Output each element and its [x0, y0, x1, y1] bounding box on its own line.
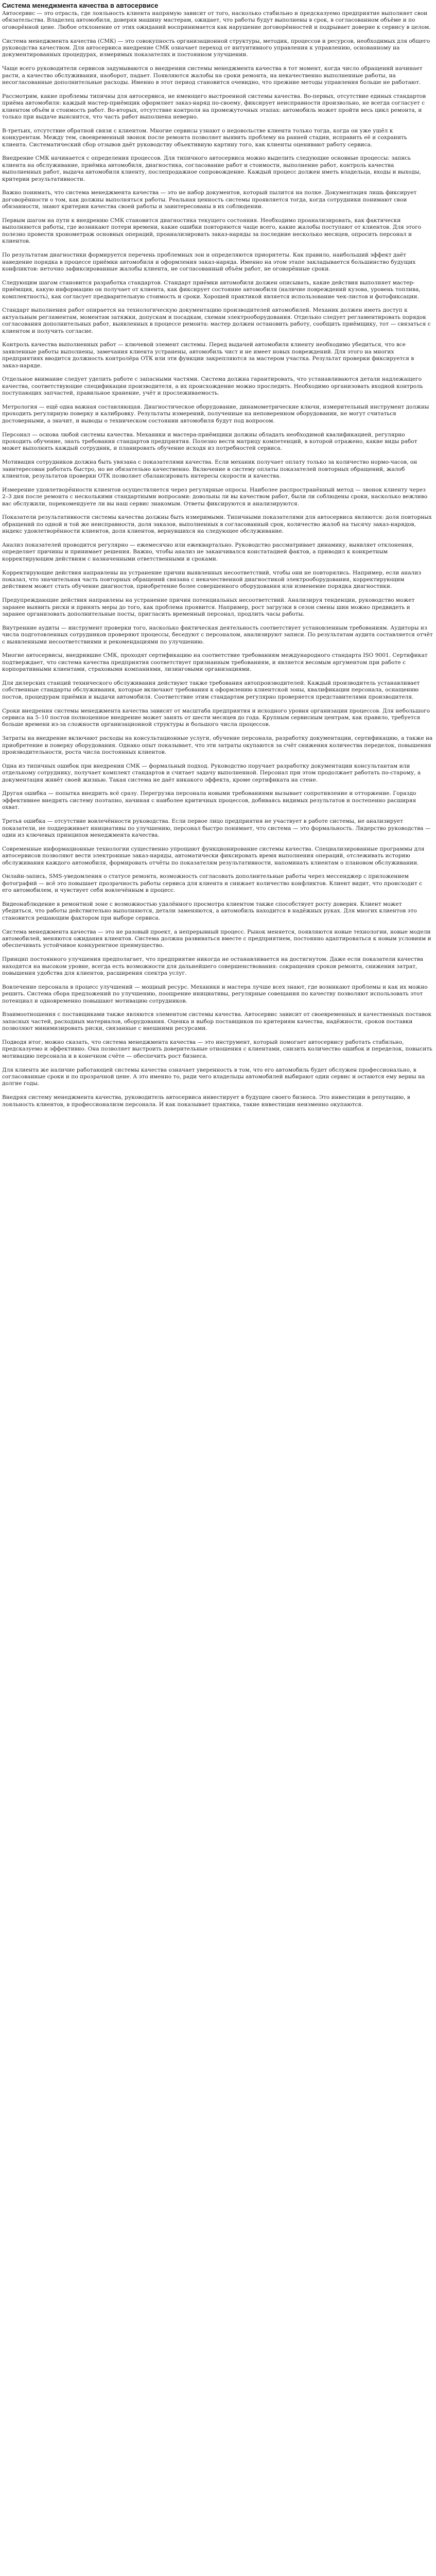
article-paragraph: Другая ошибка — попытка внедрить всё сразу. Перегрузка персонала новыми требованиями вызывает сопротивление и отторжение. Гораздо эффективнее внедрять систему поэтапно, начиная с наиболее критичных процессов, добиваясь видимых результатов и постепенно расширяя охват. [2, 790, 416, 811]
article-paragraph: Внедрение СМК начинается с определения процессов. Для типичного автосервиса можно выделить следующие основные процессы: запись клиента на обслуживание, приёмка автомобиля, диагностика, согласование работ и стоимости, выполнение работ, контроль качества выполненных работ, выдача автомобиля клиенту, послепродажное сопровождение. Каждый процесс должен иметь владельца, входы и выходы, критерии результативности. [2, 155, 421, 182]
article-paragraph: Важно понимать, что система менеджмента качества — это не набор документов, который пылится на полке. Документация лишь фиксирует договорённости о том, как должны выполняться работы. Реальная ценность системы проявляется тогда, когда сотрудники понимают свои обязанности, знают критерии качества своей работы и заинтересованы в их соблюдении. [2, 190, 417, 210]
article-paragraph: Следующим шагом становится разработка стандартов. Стандарт приёмки автомобиля должен описывать, какие действия выполняет мастер-приёмщик, какую информацию он получает от клиента, как фиксирует состояние автомобиля (наличие повреждений кузова, уровень топлива, комплектность), как согласует предварительную стоимость и сроки. Хорошей практикой является использование чек-листов и фотофиксации. [2, 279, 421, 300]
article-paragraph: Стандарт выполнения работ опирается на технологическую документацию производителей автомобилей. Механик должен иметь доступ к актуальным регламентам, моментам затяжки, допускам и посадкам, схемам электрооборудования. Отдельно следует регламентировать порядок согласования дополнительных работ, выявленных в процессе ремонта: мастер должен остановить работу, сообщить приёмщику, тот — связаться с клиентом и получить согласие. [2, 307, 431, 334]
article-paragraph: Для клиента же наличие работающей системы качества означает уверенность в том, что его автомобиль будет обслужен профессионально, в согласованные сроки и по прозрачной цене. А это именно то, ради чего владельцы автомобилей выбирают один сервис и остаются ему верны на долгие годы. [2, 1066, 425, 1087]
article-paragraph: Вовлечение персонала в процесс улучшений — мощный ресурс. Механики и мастера лучше всех знают, где возникают проблемы и как их можно решить. Система сбора предложений по улучшению, поощрение инициативы, регулярные совещания по качеству позволяют использовать этот потенциал и одновременно повышают мотивацию сотрудников. [2, 984, 428, 1004]
article-paragraph: Взаимоотношения с поставщиками также являются элементом системы качества. Автосервис зависит от своевременных и качественных поставок запасных частей, расходных материалов, оборудования. Оценка и выбор поставщиков по критериям качества, надёжности, сроков поставки позволяют минимизировать риски, связанные с внешними ресурсами. [2, 1011, 432, 1032]
article-paragraph: Третья ошибка — отсутствие вовлечённости руководства. Если первое лицо предприятия не участвует в работе системы, не анализирует показатели, не поддерживает инициативы по улучшению, персонал быстро понимает, что система — это формальность. Лидерство руководства — один из ключевых принципов менеджмента качества. [2, 818, 431, 838]
article-paragraph: Подводя итог, можно сказать, что система менеджмента качества — это инструмент, который помогает автосервису работать стабильно, предсказуемо и эффективно. Она позволяет выстроить доверительные отношения с клиентами, снизить количество ошибок и переделок, повысить мотивацию персонала и в конечном счёте — обеспечить рост бизнеса. [2, 1039, 432, 1059]
article-paragraph: Измерение удовлетворённости клиентов осуществляется через регулярные опросы. Наиболее распространённый метод — звонок клиенту через 2–3 дня после ремонта с несколькими стандартными вопросами: довольны ли вы качеством работ, были ли соблюдены сроки, насколько вежливо вас обслужили, порекомендуете ли вы наш сервис знакомым. Ответы фиксируются и анализируются. [2, 486, 428, 507]
article-paragraph: Принцип постоянного улучшения предполагает, что предприятие никогда не останавливается на достигнутом. Даже если показатели качества находятся на высоком уровне, всегда есть возможности для дальнейшего совершенствования: сокращения сроков ремонта, снижения затрат, повышения удобства для клиентов, расширения спектра услуг. [2, 956, 424, 976]
article-paragraph: Система менеджмента качества (СМК) — это совокупность организационной структуры, методик, процессов и ресурсов, необходимых для общего руководства качеством. Для автосервиса внедрение СМК означает переход от интуитивного управления к управлению, основанному на документированных процедурах, измеримых показателях и постоянном улучшении. [2, 38, 430, 58]
article-paragraph: В-третьих, отсутствие обратной связи с клиентом. Многие сервисы узнают о недовольстве клиента только тогда, когда он уже ушёл к конкурентам. Между тем, своевременный звонок после ремонта позволяет выявить проблему на ранней стадии, исправить её и сохранить клиента. Систематический сбор отзывов даёт руководству объективную картину того, как клиенты оценивают работу сервиса. [2, 127, 407, 148]
article-paragraph: Отдельное внимание следует уделить работе с запасными частями. Система должна гарантировать, что устанавливаются детали надлежащего качества, соответствующие спецификации производителя, а их происхождение можно проследить. Необходимо организовать входной контроль поступающих запчастей, правильное хранение, учёт и прослеживаемость. [2, 376, 423, 397]
article-paragraph: Современные информационные технологии существенно упрощают функционирование системы качества. Специализированные программы для автосервисов позволяют вести электронные заказ-наряды, автоматически фиксировать время выполнения операций, отслеживать историю обслуживания каждого автомобиля, формировать отчёты по показателям результативности, напоминать клиентам о плановом обслуживании. [2, 845, 425, 866]
article-paragraph: Анализ показателей проводится регулярно — ежемесячно или ежеквартально. Руководство рассматривает динамику, выявляет отклонения, определяет причины и принимает решения. Важно, чтобы анализ не заканчивался констатацией фактов, а приводил к конкретным корректирующим действиям с назначенными ответственными и сроками. [2, 542, 414, 562]
article-paragraph: Одна из типичных ошибок при внедрении СМК — формальный подход. Руководство поручает разработку документации консультантам или отдельному сотруднику, получает комплект стандартов и считает задачу выполненной. Персонал при этом продолжает работать по-старому, а документация живёт своей жизнью. Такая система не даёт никакого эффекта, кроме сертификата на стене. [2, 762, 421, 783]
article-paragraph: Метрология — ещё одна важная составляющая. Диагностическое оборудование, динамометрические ключи, измерительный инструмент должны проходить регулярную поверку и калибровку. Результаты измерений, полученные на неповеренном оборудовании, не могут считаться достоверными, а значит, и выводы о техническом состоянии автомобиля будут под вопросом. [2, 403, 429, 424]
article-paragraph: Первым шагом на пути к внедрению СМК становится диагностика текущего состояния. Необходимо проанализировать, как фактически выполняются работы, где возникают потери времени, какие ошибки повторяются чаще всего, какие жалобы поступают от клиентов. Для этого полезно провести хронометраж основных операций, проанализировать заказ-наряды за последние несколько месяцев, опросить персонал и клиентов. [2, 217, 422, 245]
article [0, 0, 436, 1108]
article-paragraph: Сроки внедрения системы менеджмента качества зависят от масштаба предприятия и исходного уровня организации процессов. Для небольшого сервиса на 5–10 постов полноценное внедрение может занять от шести месяцев до года. Крупным сервисным центрам, как правило, требуется больше времени из-за сложности организационной структуры и большого числа процессов. [2, 707, 430, 728]
article-paragraph: Видеонаблюдение в ремонтной зоне с возможностью удалённого просмотра клиентом также способствует росту доверия. Клиент может убедиться, что работы действительно выполняются, детали заменяются, а автомобиль находится в надёжных руках. Для многих клиентов это становится решающим фактором при выборе сервиса. [2, 901, 417, 921]
article-paragraph: Предупреждающие действия направлены на устранение причин потенциальных несоответствий. Анализируя тенденции, руководство может заранее выявить риски и принять меры до того, как проблема проявится. Например, рост загрузки в сезон смены шин можно предвидеть и заранее организовать дополнительные посты, пригласить временный персонал, продлить часы работы. [2, 597, 415, 618]
article-paragraph: По результатам диагностики формируется перечень проблемных зон и определяются приоритеты. Как правило, наибольший эффект даёт наведение порядка в процессе приёмки автомобиля и оформления заказ-наряда. Именно на этом этапе закладывается большинство будущих конфликтов: неточно зафиксированные жалобы клиента, не согласованный объём работ, не оговорённые сроки. [2, 252, 416, 272]
article-paragraph: Чаще всего руководители сервисов задумываются о внедрении системы менеджмента качества в тот момент, когда число обращений начинает расти, а качество обслуживания, наоборот, падает. Появляются жалобы на сроки ремонта, на некачественно выполненные работы, на несогласованные дополнительные расходы. Именно в этот период становится очевидно, что прежние методы управления больше не работают. [2, 65, 423, 86]
article-paragraph: Мотивация сотрудников должна быть увязана с показателями качества. Если механик получает оплату только за количество нормо-часов, он заинтересован работать быстро, но не обязательно качественно. Включение в систему оплаты показателей повторных обращений, жалоб клиентов, результатов проверки ОТК позволяет сбалансировать интересы скорости и качества. [2, 459, 417, 479]
article-paragraph: Рассмотрим, какие проблемы типичны для автосервиса, не имеющего выстроенной системы качества. Во-первых, отсутствие единых стандартов приёма автомобиля: каждый мастер-приёмщик оформляет заказ-наряд по-своему, фиксирует неисправности произвольно, не всегда согласует с клиентом объём и стоимость работ. Во-вторых, отсутствие контроля на промежуточных этапах: автомобиль может пройти весь цикл ремонта, и только при выдаче выяснится, что часть работ выполнена неверно. [2, 93, 426, 121]
article-paragraph: Внедряя систему менеджмента качества, руководитель автосервиса инвестирует в будущее своего бизнеса. Это инвестиции в репутацию, в лояльность клиентов, в профессионализм персонала. И как показывает практика, такие инвестиции неизменно окупаются. [2, 1094, 410, 1108]
article-body [2, 10, 433, 1108]
article-paragraph: Контроль качества выполненных работ — ключевой элемент системы. Перед выдачей автомобиля клиенту необходимо убедиться, что все заявленные работы выполнены, замечания клиента устранены, автомобиль чист и не имеет новых повреждений. Для этого на многих предприятиях вводится должность контролёра ОТК или эти функции закрепляются за мастером участка. Результат проверки фиксируется в заказ-наряде. [2, 342, 414, 369]
article-paragraph: Онлайн-запись, SMS-уведомления о статусе ремонта, возможность согласовать дополнительные работы через мессенджер с приложением фотографий — всё это повышает прозрачность работы сервиса для клиента и снижает количество конфликтов. Клиент видит, что происходит с его автомобилем, и чувствует себя вовлечённым в процесс. [2, 873, 423, 894]
article-paragraph: Автосервис — это отрасль, где лояльность клиента напрямую зависит от того, насколько стабильно и предсказуемо предприятие выполняет свои обязательства. Владелец автомобиля, доверяя машину мастерам, ожидает, что работы будут выполнены в срок, в согласованном объёме и по оговорённой цене. Любое отклонение от этих ожиданий воспринимается как нарушение договорённостей и подрывает доверие к сервису в целом. [2, 10, 431, 30]
article-paragraph: Показатели результативности системы качества должны быть измеримыми. Типичными показателями для автосервиса являются: доля повторных обращений по одной и той же неисправности, доля заказов, выполненных в согласованный срок, количество жалоб на тысячу заказ-нарядов, индекс удовлетворённости клиентов, доля клиентов, вернувшихся на следующее обслуживание. [2, 514, 432, 535]
article-paragraph: Для дилерских станций технического обслуживания действуют также требования автопроизводителей. Каждый производитель устанавливает собственные стандарты обслуживания, которые включают требования к оформлению клиентской зоны, квалификации персонала, оснащению постов, процедурам приёмки и выдачи автомобиля. Соответствие этим стандартам регулярно проверяется представителями производителя. [2, 680, 420, 700]
article-paragraph: Корректирующие действия направлены на устранение причин выявленных несоответствий, чтобы они не повторялись. Например, если анализ показал, что значительная часть повторных обращений связана с некачественной диагностикой электрооборудования, корректирующим действием может стать обучение диагностов, приобретение более совершенного оборудования или изменение порядка диагностики. [2, 569, 422, 590]
article-paragraph: Персонал — основа любой системы качества. Механики и мастера-приёмщики должны обладать необходимой квалификацией, регулярно проходить обучение, знать требования стандартов предприятия. Полезно вести матрицу компетенций, в которой отражено, какие виды работ может выполнять каждый сотрудник, и планировать обучение исходя из потребностей сервиса. [2, 431, 417, 452]
article-paragraph: Система менеджмента качества — это не разовый проект, а непрерывный процесс. Рынок меняется, появляются новые технологии, новые модели автомобилей, меняются ожидания клиентов. Система должна развиваться вместе с предприятием, постоянно адаптироваться к новым условиям и обеспечивать устойчивое конкурентное преимущество. [2, 928, 431, 949]
article-title: Система менеджмента качества в автосервисе [2, 2, 159, 9]
article-paragraph: Многие автосервисы, внедрившие СМК, проходят сертификацию на соответствие требованиям международного стандарта ISO 9001. Сертификат подтверждает, что система качества предприятия соответствует признанным требованиям, и является весомым аргументом при работе с корпоративными клиентами, страховыми компаниями, лизинговыми организациями. [2, 652, 428, 673]
article-paragraph: Внутренние аудиты — инструмент проверки того, насколько фактическая деятельность соответствует установленным требованиям. Аудиторы из числа подготовленных сотрудников проверяют процессы, беседуют с персоналом, анализируют записи. По результатам аудита составляется отчёт с выявленными несоответствиями и рекомендациями по улучшению. [2, 624, 433, 645]
article-paragraph: Затраты на внедрение включают расходы на консультационные услуги, обучение персонала, разработку документации, сертификацию, а также на приобретение и поверку оборудования. Однако опыт показывает, что эти затраты окупаются за счёт снижения количества переделок, повышения производительности, роста числа постоянных клиентов. [2, 735, 433, 756]
